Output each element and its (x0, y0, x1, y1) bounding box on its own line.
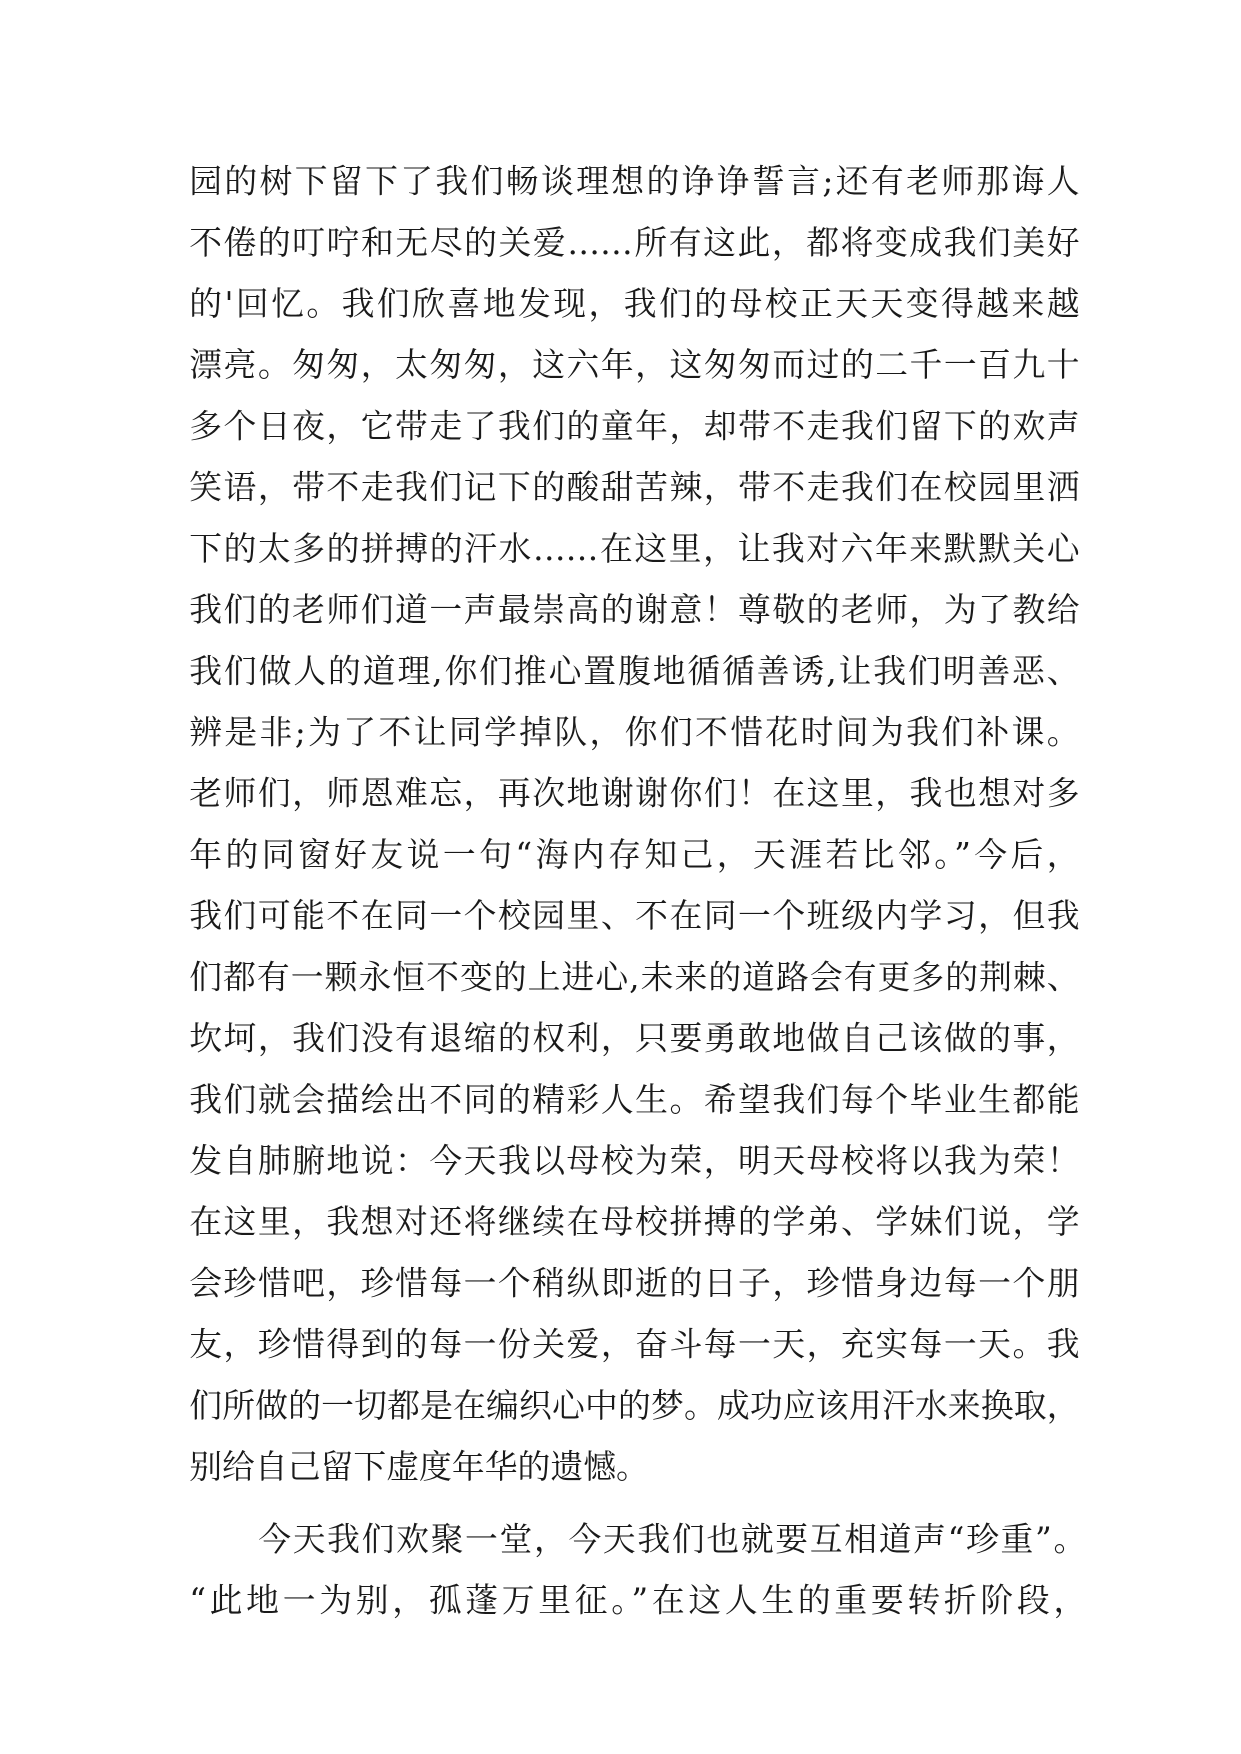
text-line: 年的同窗好友说一句“海内存知己，天涯若比邻。”今后， (189, 835, 1080, 874)
text-line: 园的树下留下了我们畅谈理想的诤诤誓言;还有老师那诲人 (189, 162, 1080, 201)
text-line: 我们可能不在同一个校园里、不在同一个班级内学习，但我 (189, 897, 1080, 935)
text-line: 在这里，我想对还将继续在母校拼搏的学弟、学妹们说，学 (189, 1203, 1080, 1241)
text-line: 漂亮。匆匆，太匆匆，这六年，这匆匆而过的二千一百九十 (189, 346, 1080, 384)
paragraph-first-line: 今天我们欢聚一堂，今天我们也就要互相道声“珍重”。 (258, 1520, 1087, 1559)
text-line: 老师们，师恩难忘，再次地谢谢你们！在这里，我也想对多 (189, 774, 1080, 813)
text-line: 不倦的叮咛和无尽的关爱……所有这此，都将变成我们美好 (189, 223, 1080, 262)
text-line: “此地一为别，孤蓬万里征。”在这人生的重要转折阶段， (189, 1581, 1087, 1620)
text-line: 我们就会描绘出不同的精彩人生。希望我们每个毕业生都能 (189, 1080, 1080, 1119)
text-line: 我们的老师们道一声最崇高的谢意！尊敬的老师，为了教给 (189, 591, 1080, 629)
text-line: 笑语，带不走我们记下的酸甜苦辣，带不走我们在校园里洒 (189, 468, 1080, 507)
text-line: 下的太多的拼搏的汗水……在这里，让我对六年来默默关心 (189, 529, 1080, 568)
text-line: 我们做人的道理,你们推心置腹地循循善诱,让我们明善恶、 (189, 652, 1080, 691)
text-line: 多个日夜，它带走了我们的童年，却带不走我们留下的欢声 (189, 407, 1080, 446)
text-line: 会珍惜吧，珍惜每一个稍纵即逝的日子，珍惜身边每一个朋 (189, 1264, 1080, 1303)
text-line: 坎坷，我们没有退缩的权利，只要勇敢地做自己该做的事， (189, 1019, 1080, 1058)
text-line: 的'回忆。我们欣喜地发现，我们的母校正天天变得越来越 (189, 284, 1080, 323)
text-line: 友，珍惜得到的每一份关爱，奋斗每一天，充实每一天。我 (189, 1325, 1080, 1364)
text-line: 发自肺腑地说：今天我以母校为荣，明天母校将以我为荣！ (189, 1141, 1080, 1180)
text-line: 别给自己留下虚度年华的遗憾。 (189, 1448, 649, 1486)
text-line: 辨是非;为了不让同学掉队，你们不惜花时间为我们补课。 (189, 713, 1080, 752)
text-line: 们所做的一切都是在编织心中的梦。成功应该用汗水来换取， (189, 1386, 1080, 1425)
text-line: 们都有一颗永恒不变的上进心,未来的道路会有更多的荆棘、 (189, 958, 1080, 997)
